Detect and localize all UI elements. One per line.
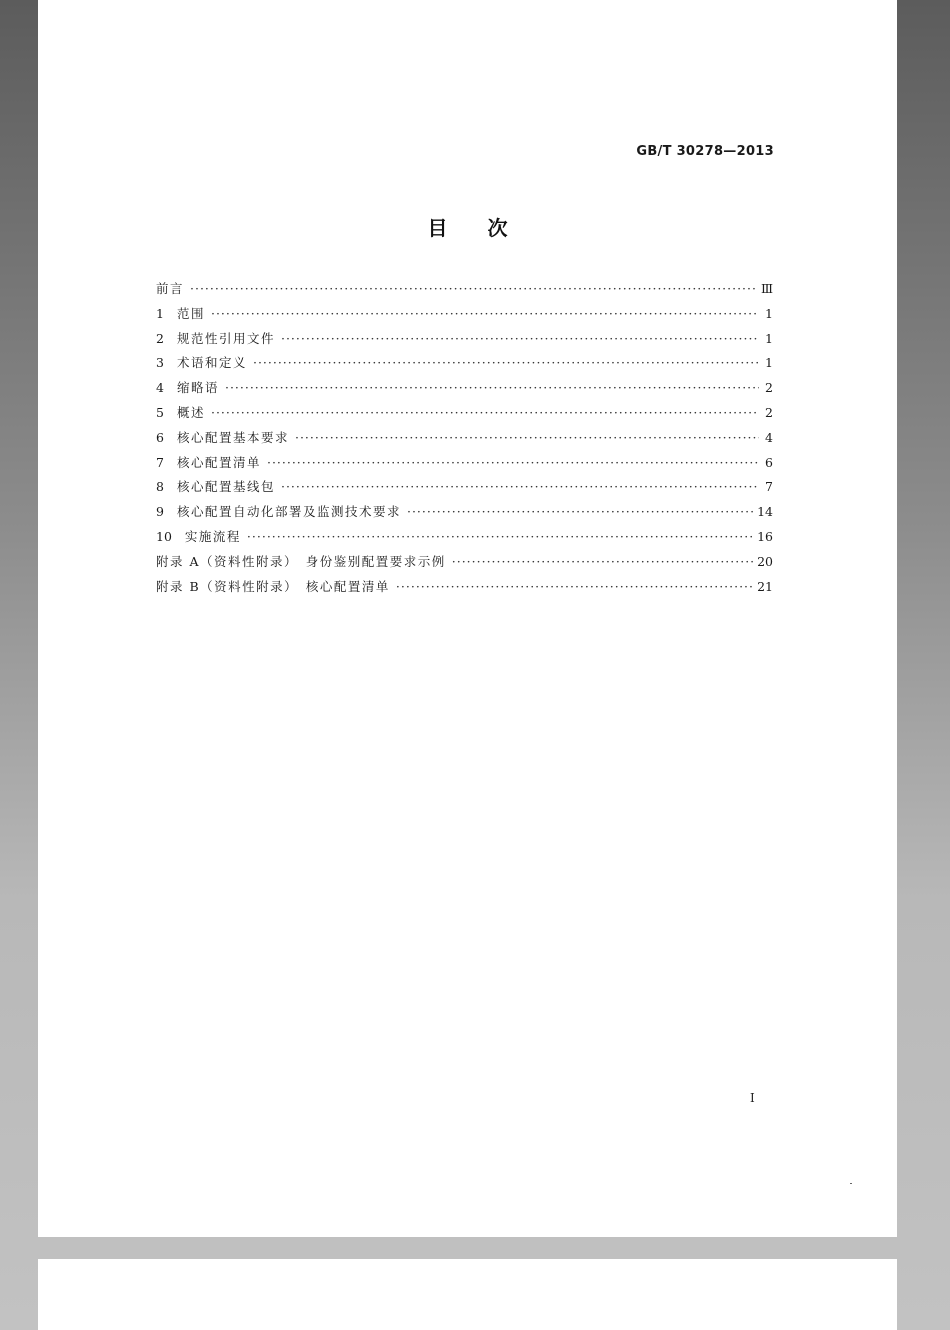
toc-entry-foreword[interactable] [156, 279, 773, 304]
toc-entry-text: 缩略语 [176, 380, 219, 396]
toc-entry-text: 术语和定义 [176, 355, 247, 371]
toc-title: 目 次 [427, 216, 508, 240]
toc-leader-dots [190, 281, 757, 296]
toc-entry-text: 规范性引用文件 [176, 330, 275, 346]
document-page [38, 0, 897, 1237]
toc-entry-5[interactable] [156, 403, 773, 428]
standard-number: GB/T 30278—2013 [636, 144, 774, 159]
toc-entry-text: 核心配置基线包 [176, 479, 275, 495]
toc-entry-page: 1 [765, 355, 773, 371]
toc-entry-6[interactable] [156, 428, 773, 453]
page-folio: I [750, 1091, 755, 1105]
toc-entry-text: 实施流程 [184, 528, 241, 544]
toc-leader-dots [281, 331, 759, 346]
toc-entry-number: 6 [156, 429, 164, 445]
toc-entry-3[interactable] [156, 353, 773, 378]
next-document-page [38, 1259, 897, 1330]
table-of-contents [156, 279, 773, 601]
toc-entry-page: 16 [757, 528, 773, 544]
toc-entry-text: 核心配置清单 [176, 454, 261, 470]
toc-entry-number: 7 [156, 454, 164, 470]
toc-entry-number: 8 [156, 479, 164, 495]
toc-entry-page: 2 [765, 404, 773, 420]
toc-entry-page: 7 [765, 479, 773, 495]
toc-leader-dots [253, 355, 759, 370]
toc-entry-number: 4 [156, 380, 164, 396]
toc-leader-dots [211, 306, 759, 321]
toc-entry-text: 概述 [176, 404, 205, 420]
toc-entry-4[interactable] [156, 378, 773, 403]
toc-entry-number: 3 [156, 355, 164, 371]
toc-entry-text: 附录 A（资料性附录） 身份鉴别配置要求示例 [156, 553, 446, 569]
toc-entry-number: 2 [156, 330, 164, 346]
toc-leader-dots [281, 479, 759, 494]
toc-leader-dots [267, 455, 759, 470]
toc-entry-page: 1 [765, 305, 773, 321]
toc-entry-10[interactable] [156, 527, 773, 552]
toc-entry-number: 5 [156, 404, 164, 420]
toc-leader-dots [407, 504, 753, 519]
toc-entry-number: 10 [156, 528, 172, 544]
toc-entry-8[interactable] [156, 477, 773, 502]
toc-leader-dots [396, 579, 753, 594]
toc-leader-dots [225, 380, 759, 395]
toc-entry-page: 20 [757, 553, 773, 569]
toc-entry-page: 21 [757, 578, 773, 594]
toc-entry-text: 范围 [176, 305, 205, 321]
toc-entry-annex-b[interactable] [156, 577, 773, 602]
toc-entry-text: 前言 [156, 281, 185, 296]
toc-entry-9[interactable] [156, 502, 773, 527]
toc-entry-page: 2 [765, 380, 773, 396]
toc-entry-page: 4 [765, 429, 773, 445]
toc-entry-1[interactable] [156, 304, 773, 329]
toc-entry-text: 核心配置自动化部署及监测技术要求 [176, 504, 401, 520]
toc-leader-dots [211, 405, 759, 420]
toc-leader-dots [247, 529, 753, 544]
toc-entry-page: Ⅲ [760, 281, 773, 296]
toc-entry-number: 1 [156, 305, 164, 321]
toc-leader-dots [295, 430, 759, 445]
toc-entry-page: 6 [765, 454, 773, 470]
toc-entry-number: 9 [156, 504, 164, 520]
toc-entry-text: 附录 B（资料性附录） 核心配置清单 [156, 578, 390, 594]
toc-leader-dots [452, 554, 753, 569]
toc-entry-2[interactable] [156, 329, 773, 354]
toc-entry-page: 1 [765, 330, 773, 346]
toc-entry-page: 14 [757, 504, 773, 520]
scan-speck [850, 1183, 852, 1184]
toc-entry-annex-a[interactable] [156, 552, 773, 577]
toc-entry-7[interactable] [156, 453, 773, 478]
toc-entry-text: 核心配置基本要求 [176, 429, 289, 445]
